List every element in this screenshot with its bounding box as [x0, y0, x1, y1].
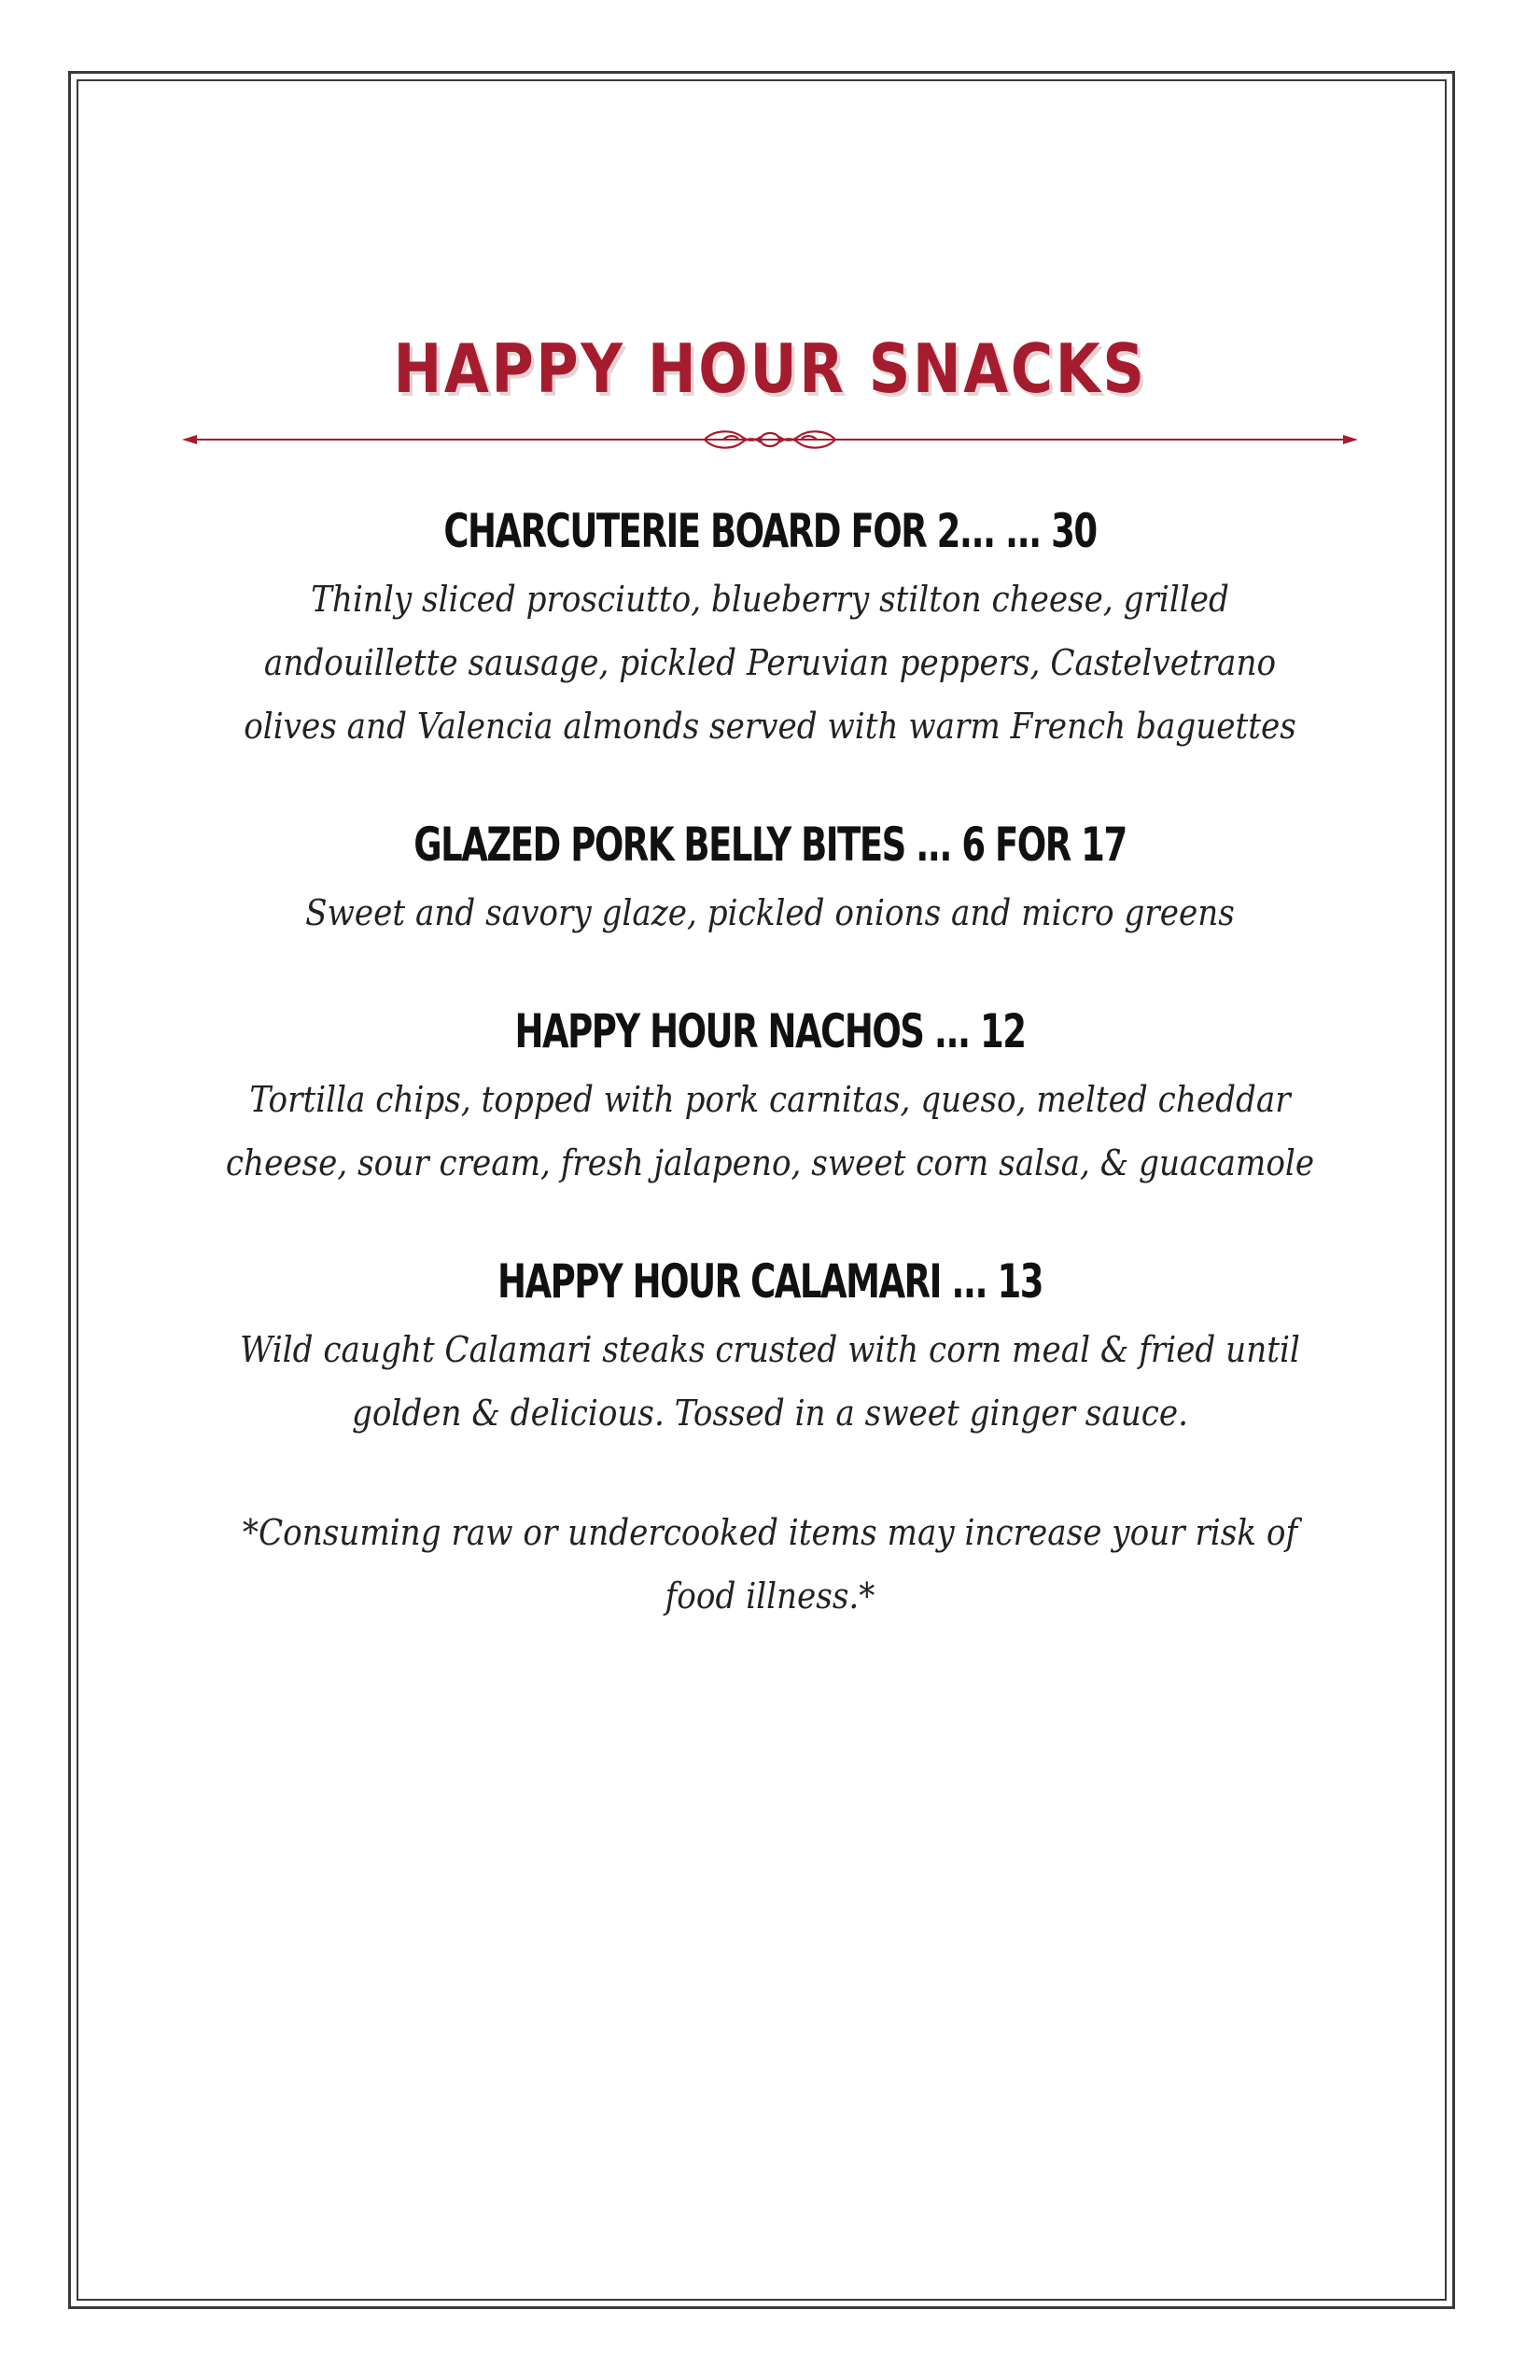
- menu-item-name: HAPPY HOUR CALAMARI ... 13: [497, 1254, 1043, 1309]
- menu-item-nachos: [121, 999, 1419, 1195]
- menu-item-name: CHARCUTERIE BOARD FOR 2... ... 30: [443, 504, 1097, 558]
- flourish-divider-icon: [182, 426, 1358, 454]
- menu-item-description: Wild caught Calamari steaks crusted with corn meal & fried until golden & delicious. Tossed in a sweet ginger sauce.: [240, 1329, 1300, 1434]
- food-safety-notice: *Consuming raw or undercooked items may increase your risk of food illness.*: [242, 1512, 1298, 1617]
- menu-content: [121, 317, 1419, 1628]
- menu-item-description: Tortilla chips, topped with pork carnitas, queso, melted cheddar cheese, sour cream, fresh jalapeno, sweet corn salsa, & guacamole: [225, 1079, 1315, 1183]
- menu-item-pork-belly: [121, 812, 1419, 945]
- menu-item-description: Sweet and savory glaze, pickled onions and micro greens: [305, 892, 1235, 933]
- menu-item-description: Thinly sliced prosciutto, blueberry stilton cheese, grilled andouillette sausage, pickled Peruvian peppers, Castelvetrano olives and Valencia almonds served with warm French baguettes: [244, 579, 1296, 747]
- menu-title: HAPPY HOUR SNACKS: [393, 329, 1147, 408]
- menu-item-calamari: [121, 1249, 1419, 1445]
- menu-item-name: HAPPY HOUR NACHOS ... 12: [514, 1004, 1026, 1058]
- menu-item-name: GLAZED PORK BELLY BITES ... 6 FOR 17: [413, 818, 1127, 872]
- menu-item-charcuterie: [121, 498, 1419, 758]
